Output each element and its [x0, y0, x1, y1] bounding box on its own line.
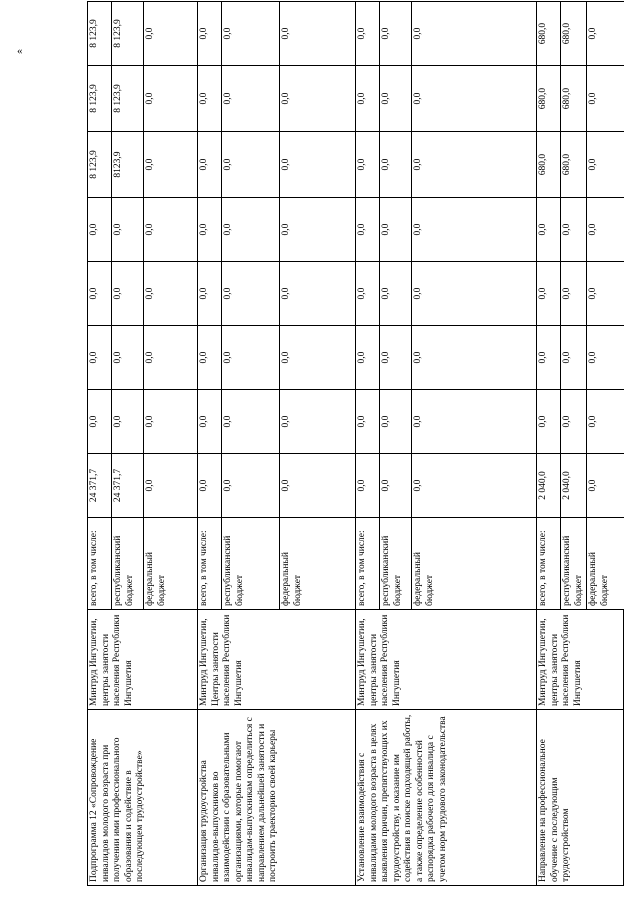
- amount-cell: 0,0: [144, 262, 198, 326]
- amount-cell: 0,0: [537, 198, 561, 262]
- amount-cell: 0,0: [356, 262, 380, 326]
- amount-cell: 0,0: [412, 262, 537, 326]
- funding-source-cell: республиканский бюджет: [561, 518, 587, 610]
- amount-cell: 8 123,9: [88, 66, 112, 132]
- budget-table: [87, 1, 624, 886]
- amount-cell: 0,0: [561, 390, 587, 454]
- funding-source-cell: республиканский бюджет: [112, 518, 144, 610]
- amount-cell: 680,0: [537, 66, 561, 132]
- amount-cell: 0,0: [198, 66, 222, 132]
- amount-cell: 0,0: [198, 2, 222, 66]
- amount-cell: 0,0: [112, 390, 144, 454]
- funding-source-cell: всего, в том числе:: [198, 518, 222, 610]
- amount-cell: 0,0: [380, 132, 412, 198]
- amount-cell: 0,0: [88, 326, 112, 390]
- amount-cell: 8 123,9: [112, 66, 144, 132]
- amount-cell: 0,0: [280, 66, 356, 132]
- amount-cell: 0,0: [222, 262, 280, 326]
- funding-source-cell: всего, в том числе:: [356, 518, 380, 610]
- amount-cell: 0,0: [587, 198, 624, 262]
- amount-cell: 8 123,9: [112, 2, 144, 66]
- amount-cell: 0,0: [380, 66, 412, 132]
- amount-cell: 680,0: [561, 66, 587, 132]
- amount-cell: 0,0: [222, 454, 280, 518]
- amount-cell: 0,0: [280, 326, 356, 390]
- amount-cell: 0,0: [280, 454, 356, 518]
- funding-source-cell: всего, в том числе:: [537, 518, 561, 610]
- executor-cell: Минтруд Ингушетии, центры занятости населения Республики Ингушетия: [537, 610, 624, 710]
- amount-cell: 680,0: [561, 2, 587, 66]
- amount-cell: 0,0: [222, 132, 280, 198]
- amount-cell: 24 371,7: [112, 454, 144, 518]
- amount-cell: 8123,9: [112, 132, 144, 198]
- amount-cell: 680,0: [537, 2, 561, 66]
- amount-cell: 0,0: [356, 390, 380, 454]
- amount-cell: 0,0: [222, 326, 280, 390]
- amount-cell: 0,0: [587, 2, 624, 66]
- amount-cell: 680,0: [561, 132, 587, 198]
- amount-cell: 0,0: [280, 2, 356, 66]
- amount-cell: 0,0: [112, 262, 144, 326]
- amount-cell: 8 123,9: [88, 2, 112, 66]
- amount-cell: 0,0: [280, 390, 356, 454]
- amount-cell: 0,0: [356, 66, 380, 132]
- amount-cell: 0,0: [88, 390, 112, 454]
- amount-cell: 0,0: [198, 262, 222, 326]
- amount-cell: 0,0: [380, 454, 412, 518]
- funding-source-cell: республиканский бюджет: [380, 518, 412, 610]
- amount-cell: 0,0: [380, 262, 412, 326]
- amount-cell: 0,0: [380, 326, 412, 390]
- executor-cell: Минтруд Ингушетии, Центры занятости населения Республики Ингушетия: [198, 610, 356, 710]
- funding-source-cell: республиканский бюджет: [222, 518, 280, 610]
- amount-cell: 0,0: [112, 326, 144, 390]
- amount-cell: 0,0: [587, 326, 624, 390]
- program-name-cell: Установление взаимодействия с инвалидами молодого возраста в целях выявления причин, препятствующих их трудоустройству, и оказание им содействия в поиске подходящей работы, а также определение особенностей распорядка рабочего для инвалида с учетом норм трудового законодательства: [356, 710, 537, 886]
- amount-cell: 0,0: [356, 326, 380, 390]
- amount-cell: 0,0: [280, 262, 356, 326]
- amount-cell: 0,0: [356, 132, 380, 198]
- amount-cell: 0,0: [561, 198, 587, 262]
- amount-cell: 0,0: [412, 198, 537, 262]
- amount-cell: 0,0: [198, 454, 222, 518]
- amount-cell: 0,0: [587, 454, 624, 518]
- amount-cell: 0,0: [222, 390, 280, 454]
- program-name-cell: Организация трудоустройства инвалидов-выпускников во взаимодействии с образовательными организациями, которые помогают инвалидам-выпускникам определиться с направлением дальнейшей занятости и построить траекторию своей карьеры: [198, 710, 356, 886]
- amount-cell: 0,0: [561, 326, 587, 390]
- amount-cell: 0,0: [356, 454, 380, 518]
- amount-cell: 0,0: [561, 262, 587, 326]
- table-row: [537, 2, 561, 886]
- amount-cell: 0,0: [537, 390, 561, 454]
- amount-cell: 0,0: [537, 326, 561, 390]
- amount-cell: 24 371,7: [88, 454, 112, 518]
- amount-cell: 0,0: [587, 390, 624, 454]
- amount-cell: 0,0: [198, 326, 222, 390]
- amount-cell: 0,0: [356, 2, 380, 66]
- amount-cell: 0,0: [412, 2, 537, 66]
- amount-cell: 0,0: [112, 198, 144, 262]
- amount-cell: 2 040,0: [561, 454, 587, 518]
- table-row: [198, 2, 222, 886]
- amount-cell: 0,0: [587, 132, 624, 198]
- amount-cell: 0,0: [144, 326, 198, 390]
- amount-cell: 0,0: [412, 454, 537, 518]
- quote-mark: «: [17, 45, 23, 57]
- amount-cell: 0,0: [280, 132, 356, 198]
- amount-cell: 0,0: [412, 132, 537, 198]
- funding-source-cell: федеральный бюджет: [412, 518, 537, 610]
- funding-source-cell: всего, в том числе:: [88, 518, 112, 610]
- amount-cell: 0,0: [412, 390, 537, 454]
- table-row: [356, 2, 380, 886]
- amount-cell: 8 123,9: [88, 132, 112, 198]
- amount-cell: 0,0: [144, 132, 198, 198]
- program-name-cell: Подпрограмма 12 «Сопровождение инвалидов молодого возраста при получении ими профессионального образования и содействие в последующем трудоустройстве»: [88, 710, 198, 886]
- amount-cell: 0,0: [198, 198, 222, 262]
- amount-cell: 0,0: [380, 198, 412, 262]
- amount-cell: 0,0: [537, 262, 561, 326]
- amount-cell: 0,0: [198, 390, 222, 454]
- amount-cell: 0,0: [222, 2, 280, 66]
- funding-source-cell: федеральный бюджет: [587, 518, 624, 610]
- executor-cell: Минтруд Ингушетии, центры занятости населения Республики Ингушетия: [356, 610, 537, 710]
- amount-cell: 0,0: [380, 2, 412, 66]
- amount-cell: 0,0: [88, 198, 112, 262]
- funding-source-cell: федеральный бюджет: [144, 518, 198, 610]
- amount-cell: 0,0: [356, 198, 380, 262]
- amount-cell: 0,0: [412, 326, 537, 390]
- executor-cell: Минтруд Ингушетии, центры занятости населения Республики Ингушетия: [88, 610, 198, 710]
- amount-cell: 0,0: [412, 66, 537, 132]
- table-row: [88, 2, 112, 886]
- amount-cell: 0,0: [144, 454, 198, 518]
- amount-cell: 680,0: [537, 132, 561, 198]
- amount-cell: 0,0: [144, 2, 198, 66]
- amount-cell: 0,0: [144, 66, 198, 132]
- amount-cell: 0,0: [222, 198, 280, 262]
- program-name-cell: Направление на профессиональное обучение с последующим трудоустройством: [537, 710, 624, 886]
- amount-cell: 0,0: [587, 262, 624, 326]
- amount-cell: 0,0: [280, 198, 356, 262]
- amount-cell: 0,0: [222, 66, 280, 132]
- amount-cell: 0,0: [88, 262, 112, 326]
- funding-source-cell: федеральный бюджет: [280, 518, 356, 610]
- amount-cell: 0,0: [144, 390, 198, 454]
- amount-cell: 2 040,0: [537, 454, 561, 518]
- amount-cell: 0,0: [380, 390, 412, 454]
- amount-cell: 0,0: [198, 132, 222, 198]
- amount-cell: 0,0: [587, 66, 624, 132]
- amount-cell: 0,0: [144, 198, 198, 262]
